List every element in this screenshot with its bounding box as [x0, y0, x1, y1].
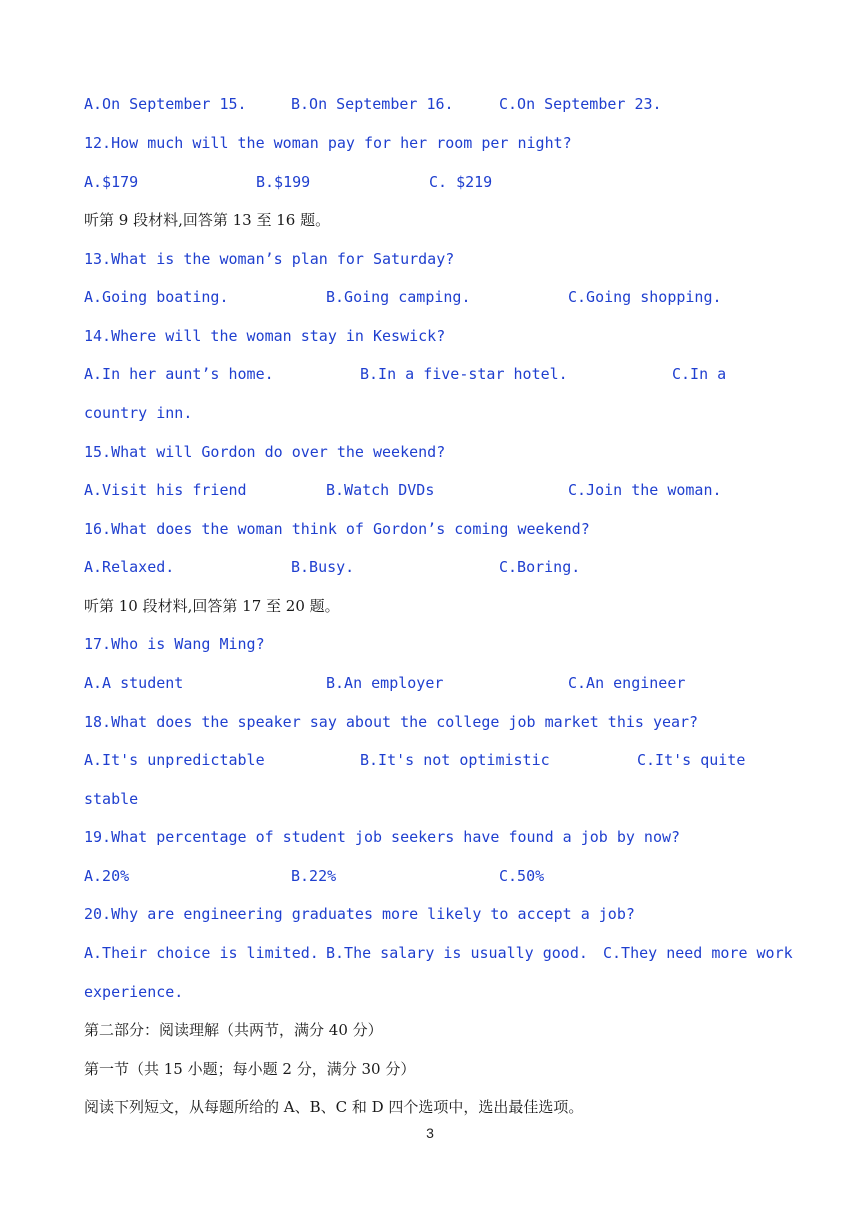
q12-question: 12.How much will the woman pay for her room per night? — [84, 134, 572, 152]
q13-question: 13.What is the woman’s plan for Saturday? — [84, 250, 455, 268]
q18-option-c-continued: stable — [84, 790, 139, 808]
q20-option-c: C.They need more work — [603, 944, 793, 962]
q19-question: 19.What percentage of student job seekers have found a job by now? — [84, 828, 681, 846]
q20-options — [84, 941, 800, 965]
q14-option-c-continued: country inn. — [84, 404, 193, 422]
q18-option-a: A.It's unpredictable — [84, 751, 265, 769]
q17-option-a: A.A student — [84, 674, 184, 692]
part-2-heading: 第二部分：阅读理解（共两节，满分 40 分） — [84, 1021, 383, 1039]
page-number: 3 — [426, 1125, 434, 1141]
q19-option-b: B.22% — [291, 867, 337, 885]
q14-options — [84, 362, 800, 386]
q11-options — [84, 92, 800, 116]
q13-options — [84, 285, 800, 309]
q18-option-c: C.It's quite — [637, 751, 746, 769]
q14-option-b: B.In a five-star hotel. — [360, 365, 568, 383]
q18-options — [84, 748, 800, 772]
q11-option-a: A.On September 15. — [84, 95, 247, 113]
q12-option-c: C. $219 — [429, 173, 493, 191]
q17-options — [84, 671, 800, 695]
q16-option-a: A.Relaxed. — [84, 558, 175, 576]
q16-option-b: B.Busy. — [291, 558, 355, 576]
q11-option-b: B.On September 16. — [291, 95, 454, 113]
q15-options — [84, 478, 800, 502]
q18-option-b: B.It's not optimistic — [360, 751, 550, 769]
q16-options — [84, 555, 800, 579]
q20-option-a: A.Their choice is limited. — [84, 944, 319, 962]
q16-option-c: C.Boring. — [499, 558, 581, 576]
q17-option-b: B.An employer — [326, 674, 444, 692]
q13-option-b: B.Going camping. — [326, 288, 471, 306]
q19-option-c: C.50% — [499, 867, 545, 885]
q17-question: 17.Who is Wang Ming? — [84, 635, 265, 653]
section-10-heading: 听第 10 段材料,回答第 17 至 20 题。 — [84, 597, 340, 615]
q15-option-a: A.Visit his friend — [84, 481, 247, 499]
q15-option-c: C.Join the woman. — [568, 481, 722, 499]
q14-option-c: C.In a — [672, 365, 727, 383]
q15-question: 15.What will Gordon do over the weekend? — [84, 443, 446, 461]
q20-question: 20.Why are engineering graduates more likely to accept a job? — [84, 905, 635, 923]
q20-option-b: B.The salary is usually good. — [326, 944, 588, 962]
section-9-heading: 听第 9 段材料,回答第 13 至 16 题。 — [84, 211, 331, 229]
reading-instructions: 阅读下列短文，从每题所给的 A、B、C 和 D 四个选项中，选出最佳选项。 — [84, 1098, 584, 1116]
q14-question: 14.Where will the woman stay in Keswick? — [84, 327, 446, 345]
q12-option-b: B.$199 — [256, 173, 311, 191]
q13-option-a: A.Going boating. — [84, 288, 229, 306]
q11-option-c: C.On September 23. — [499, 95, 662, 113]
q18-question: 18.What does the speaker say about the college job market this year? — [84, 713, 699, 731]
q19-option-a: A.20% — [84, 867, 130, 885]
q16-question: 16.What does the woman think of Gordon’s coming weekend? — [84, 520, 590, 538]
q20-option-c-continued: experience. — [84, 983, 184, 1001]
q13-option-c: C.Going shopping. — [568, 288, 722, 306]
q17-option-c: C.An engineer — [568, 674, 686, 692]
section-1-heading: 第一节（共 15 小题；每小题 2 分，满分 30 分） — [84, 1060, 416, 1078]
q12-option-a: A.$179 — [84, 173, 139, 191]
q15-option-b: B.Watch DVDs — [326, 481, 435, 499]
q19-options — [84, 864, 800, 888]
q12-options — [84, 170, 800, 194]
q14-option-a: A.In her aunt’s home. — [84, 365, 274, 383]
